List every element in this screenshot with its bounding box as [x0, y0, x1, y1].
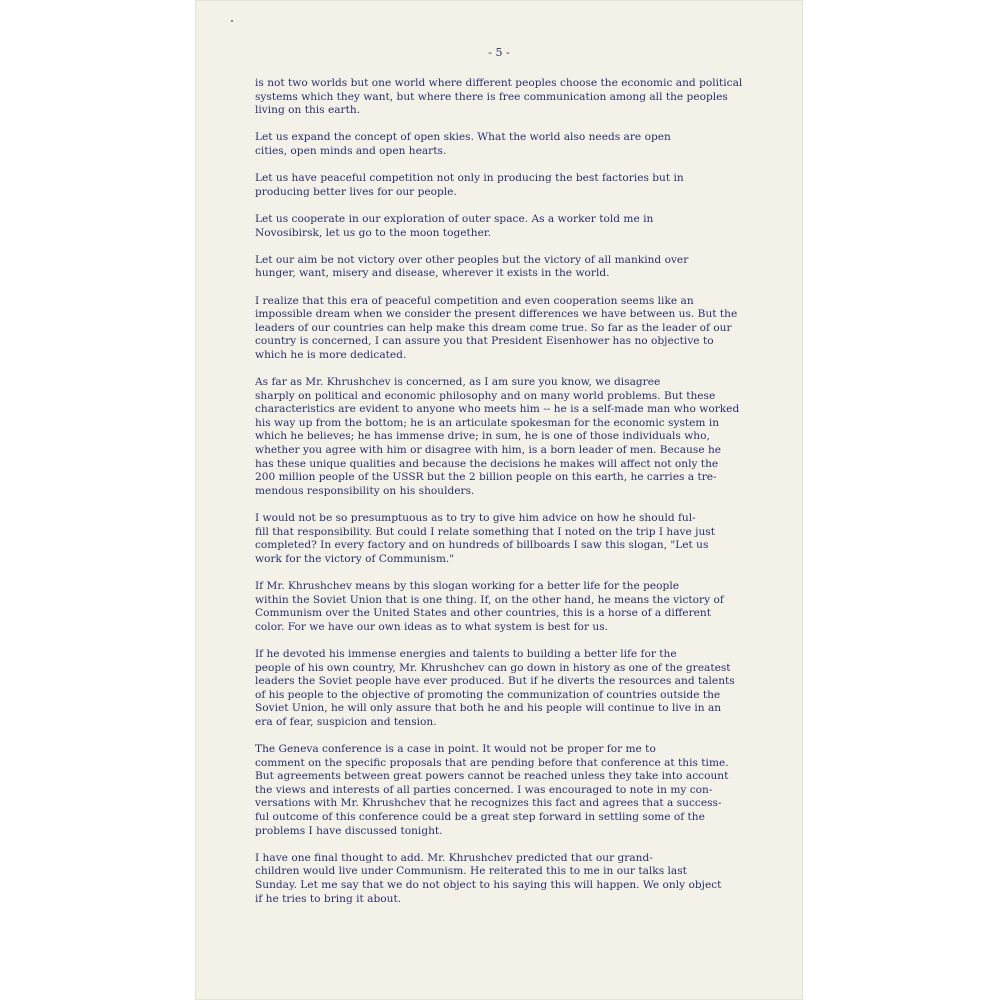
paragraph-8: I would not be so presumptuous as to try to give him advice on how he should ful- fill that responsibility. But could I relate something that I noted on the trip I have just completed? In every factory and on hundreds of billboards I saw this slogan, "Let us work for the victory of Communism.": [255, 512, 715, 565]
paragraph-7: As far as Mr. Khrushchev is concerned, as I am sure you know, we disagree sharply on political and economic philosophy and on many world problems. But these characteristics are evident to anyone who meets him -- he is a self-made man who worked his way up from the bottom; he is an articulate spokesman for the economic system in which he believes; he has immense drive; in sum, he is one of those individuals who, whether you agree with him or disagree with him, is a born leader of men. Because he has these unique qualities and because the decisions he makes will affect not only the 200 million people of the USSR but the 2 billion people on this earth, he carries a tre- mendous responsibility on his shoulders.: [255, 376, 740, 497]
document-page: [195, 0, 803, 1000]
paragraph-10: If he devoted his immense energies and talents to building a better life for the people of his own country, Mr. Khrushchev can go down in history as one of the greatest leaders the Soviet people have ever produced. But if he diverts the resources and talents of his people to the objective of promoting the communization of countries outside the Soviet Union, he will only assure that both he and his people will continue to live in an era of fear, suspicion and tension.: [255, 647, 735, 728]
page-number: - 5 -: [488, 46, 510, 59]
paragraph-1: is not two worlds but one world where different peoples choose the economic and political systems which they want, but where there is free communication among all the peoples living on this earth.: [255, 77, 743, 117]
paper-speck: [231, 20, 233, 22]
paragraph-2: Let us expand the concept of open skies. What the world also needs are open cities, open minds and open hearts.: [255, 131, 671, 157]
paragraph-11: The Geneva conference is a case in point. It would not be proper for me to comment on the specific proposals that are pending before that conference at this time. But agreements between great powers cannot be reached unless they take into account the views and interests of all parties concerned. I was encouraged to note in my con- versations with Mr. Khrushchev that he recognizes this fact and agrees that a success- ful outcome of this conference could be a great step forward in settling some of the problems I have discussed tonight.: [255, 743, 729, 837]
paragraph-6: I realize that this era of peaceful competition and even cooperation seems like an impossible dream when we consider the present differences we have between us. But the leaders of our countries can help make this dream come true. So far as the leader of our country is concerned, I can assure you that President Eisenhower has no objective to which he is more dedicated.: [255, 294, 738, 361]
paragraph-12: I have one final thought to add. Mr. Khrushchev predicted that our grand- children would live under Communism. He reiterated this to me in our talks last Sunday. Let me say that we do not object to his saying this will happen. We only object if he tries to bring it about.: [255, 851, 722, 905]
paragraph-5: Let our aim be not victory over other peoples but the victory of all mankind over hunger, want, misery and disease, wherever it exists in the world.: [255, 253, 689, 280]
paragraph-3: Let us have peaceful competition not only in producing the best factories but in producing better lives for our people.: [255, 172, 684, 198]
body-text: [255, 77, 775, 920]
paragraph-4: Let us cooperate in our exploration of outer space. As a worker told me in Novosibirsk, let us go to the moon together.: [255, 212, 654, 239]
paragraph-9: If Mr. Khrushchev means by this slogan working for a better life for the people within the Soviet Union that is one thing. If, on the other hand, he means the victory of Communism over the United States and other countries, this is a horse of a different color. For we have our own ideas as to what system is best for us.: [255, 579, 724, 633]
